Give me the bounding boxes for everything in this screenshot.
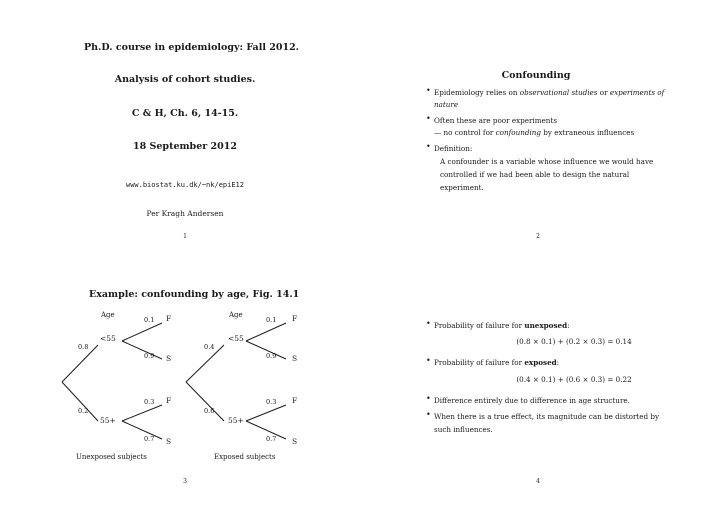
bullet-icon: • xyxy=(426,410,431,419)
bullet-icon: • xyxy=(426,356,431,365)
right-upper-surv-letter: S xyxy=(292,354,298,363)
right-age-label: Age xyxy=(229,311,243,319)
page-number: 1 xyxy=(183,233,187,240)
slide-1 xyxy=(0,0,360,254)
bullet-true-effect: When there is a true effect, its magnitude can be distorted by xyxy=(434,412,660,421)
bullet-icon: • xyxy=(426,394,431,403)
right-lower-fail-branch xyxy=(246,405,286,421)
right-lower-fail-letter: F xyxy=(292,396,298,405)
right-upper-fail-letter: F xyxy=(292,314,298,323)
right-lower-surv-prob: 0.7 xyxy=(266,435,277,443)
bullet-unexposed: Probability of failure for unexposed: xyxy=(434,321,570,330)
slide-title: Confounding xyxy=(501,70,571,81)
right-lower-fail-prob: 0.3 xyxy=(266,398,277,406)
left-lower-branch-prob: 0.2 xyxy=(78,407,89,415)
left-upper-branch-prob: 0.8 xyxy=(78,343,89,351)
page-number: 3 xyxy=(183,478,187,485)
slide-3 xyxy=(0,255,360,509)
formula-unexposed: (0.8 × 0.1) + (0.2 × 0.3) = 0.14 xyxy=(516,337,632,346)
bullet-icon: • xyxy=(426,86,431,95)
slide-4 xyxy=(360,255,720,509)
bullet-observational: Epidemiology relies on observational studies or experiments of xyxy=(434,88,665,97)
left-upper-fail-letter: F xyxy=(166,314,172,323)
lecture-date: 18 September 2012 xyxy=(133,141,237,152)
bullet-poor-experiments: Often these are poor experiments xyxy=(434,116,558,125)
left-trunk-lower xyxy=(62,382,98,421)
definition-line-1: A confounder is a variable whose influence we would have xyxy=(440,157,654,166)
left-upper-fail-branch xyxy=(122,323,162,341)
left-lower-surv-prob: 0.7 xyxy=(144,435,155,443)
slide-title: Analysis of cohort studies. xyxy=(114,74,256,85)
formula-exposed: (0.4 × 0.1) + (0.6 × 0.3) = 0.22 xyxy=(516,375,632,384)
course-url[interactable]: www.biostat.ku.dk/~nk/epiE12 xyxy=(125,181,244,189)
left-upper-fail-prob: 0.1 xyxy=(144,316,155,324)
definition-line-2: controlled if we had been able to design the natural xyxy=(440,170,630,179)
right-lower-branch-label: 55+ xyxy=(228,416,244,425)
author-name: Per Kragh Andersen xyxy=(146,209,224,218)
probability-trees xyxy=(0,255,360,509)
right-upper-fail-prob: 0.1 xyxy=(266,316,277,324)
right-upper-branch-prob: 0.4 xyxy=(204,343,215,351)
bullet-icon: • xyxy=(426,319,431,328)
right-trunk-lower xyxy=(186,382,224,421)
left-lower-fail-branch xyxy=(122,405,162,421)
bullet-icon: • xyxy=(426,142,431,151)
bullet-age-structure: Difference entirely due to difference in age structure. xyxy=(434,396,630,405)
right-lower-surv-letter: S xyxy=(292,437,298,446)
right-upper-fail-branch xyxy=(246,323,286,341)
left-lower-surv-branch xyxy=(122,421,162,439)
right-tree-caption: Exposed subjects xyxy=(214,453,276,461)
left-lower-fail-prob: 0.3 xyxy=(144,398,155,406)
left-lower-fail-letter: F xyxy=(166,396,172,405)
bullet-definition: Definition: xyxy=(434,144,473,153)
left-upper-branch-label: <55 xyxy=(100,334,116,343)
right-upper-branch-label: <55 xyxy=(228,334,244,343)
left-tree-caption: Unexposed subjects xyxy=(76,453,147,461)
bullet-observational-line2: nature xyxy=(434,100,459,109)
right-upper-surv-prob: 0.9 xyxy=(266,352,277,360)
chapter-reference: C & H, Ch. 6, 14-15. xyxy=(131,108,239,119)
page-number: 4 xyxy=(536,478,540,485)
right-lower-branch-prob: 0.6 xyxy=(204,407,215,415)
bullet-exposed: Probability of failure for exposed: xyxy=(434,358,560,367)
page-number: 2 xyxy=(536,233,540,240)
slide-title: Example: confounding by age, Fig. 14.1 xyxy=(89,289,300,300)
left-upper-surv-letter: S xyxy=(166,354,172,363)
left-lower-surv-letter: S xyxy=(166,437,172,446)
course-heading: Ph.D. course in epidemiology: Fall 2012. xyxy=(84,42,299,53)
left-upper-surv-branch xyxy=(122,341,162,359)
bullet-icon: • xyxy=(426,114,431,123)
definition-line-3: experiment. xyxy=(440,183,484,192)
left-upper-surv-prob: 0.9 xyxy=(144,352,155,360)
slide-2 xyxy=(360,0,720,254)
bullet-true-effect-line2: such influences. xyxy=(434,425,493,434)
left-lower-branch-label: 55+ xyxy=(100,416,116,425)
sub-bullet-confounding: — no control for confounding by extraneous influences xyxy=(434,128,635,137)
left-age-label: Age xyxy=(101,311,115,319)
